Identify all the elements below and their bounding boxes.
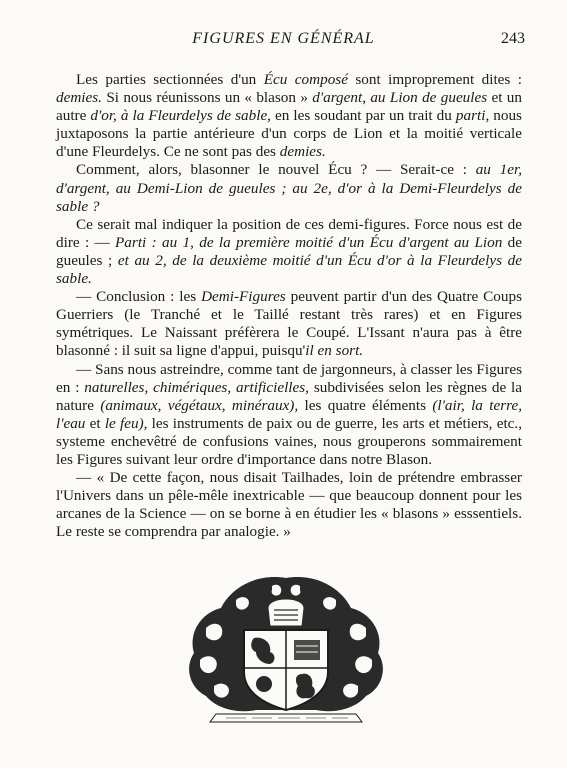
text-run: de gueules ; [56, 233, 522, 269]
paragraph-6 [56, 469, 522, 541]
italic-run: (animaux, végétaux, minéraux), [100, 396, 299, 414]
paragraph-5 [56, 361, 522, 470]
italic-run: parti, [455, 107, 490, 125]
italic-run: le feu), [104, 414, 148, 432]
paragraph-1 [56, 71, 522, 161]
running-header-title: FIGURES EN GÉNÉRAL [192, 30, 375, 47]
text-run: et [85, 414, 105, 432]
text-run: Ce serait mal indiquer la position de ces demi-figures. Force nous est de dire : — [56, 215, 522, 251]
italic-run: demies. [279, 143, 326, 161]
text-run: subdivisées selon les règnes de la nature [56, 378, 523, 414]
text-run: sont improprement dites : [347, 71, 522, 88]
italic-run: Demi-Figures [201, 288, 286, 306]
text-run: en les soudant par un trait du [270, 107, 456, 125]
text-run: Les parties sectionnées d'un [76, 71, 264, 88]
italic-run: au 1er, d'argent, au Demi-Lion de gueules ; au 2e, d'or à la Demi-Fleurdelys de sable ? [56, 161, 522, 215]
italic-run: et au 2, de la deuxième moitié d'un Écu d'or à la Fleurdelys de sable. [56, 251, 522, 288]
italic-run: naturelles, chimériques, artificielles, [84, 378, 309, 396]
paragraph-2 [56, 161, 522, 215]
body-text [56, 71, 522, 541]
text-run: peuvent partir d'un des Quatre Coups Guerriers (le Tranché et le Taillé restant très rares) et en Figures symétriques. Le Naissant préfèrera le Coupé. L'Issant n'aura pas à être blasonné : il suit sa ligne d'appui, puisqu' [56, 288, 522, 360]
italic-run: (l'air, la terre, l'eau [56, 396, 523, 432]
italic-run: d'or, à la Fleurdelys de sable, [90, 107, 271, 125]
italic-run: demies. [56, 89, 102, 107]
text-run: les quatre éléments [298, 396, 433, 414]
text-run: Si nous réunissons un « blason » [101, 89, 313, 107]
text-run: Comment, alors, blasonner le nouvel Écu ? — Serait-ce : [76, 161, 476, 179]
italic-run: d'argent, au Lion de gueules [312, 89, 488, 107]
text-run: — Sans nous astreindre, comme tant de jargonneurs, à classer les Figures en : [56, 360, 522, 396]
italic-run: Écu composé [263, 71, 348, 88]
heraldic-cartouche-illustration [176, 568, 396, 728]
text-run: les instruments de paix ou de guerre, les arts et métiers, etc., systeme enchevêtré de confusions vaines, nous grouperons sommairement les Figures suivant leur ordre d'importance dans notre Blason. [56, 414, 522, 468]
page-number: 243 [501, 30, 525, 47]
italic-run: il en sort. [305, 342, 364, 360]
paragraph-3 [56, 216, 522, 288]
text-run: nous juxtaposons la partie antérieure d'un corps de Lion et la moitié verticale d'une Fleurdelys. Ce ne sont pas des [56, 107, 522, 161]
text-run: — « De cette façon, nous disait Tailhades, loin de prétendre embrasser l'Univers dans un pêle-mêle inextricable — que beaucoup donnent pour les arcanes de la Science — on se borne à en étudier les « blasons » esssentiels. Le reste se comprendra par analogie. » [56, 469, 522, 541]
italic-run: Parti : au 1, de la première moitié d'un Écu d'argent au Lion [115, 233, 503, 251]
paragraph-4 [56, 288, 522, 360]
text-run: — Conclusion : les [76, 288, 202, 306]
text-run: et un autre [56, 89, 522, 125]
